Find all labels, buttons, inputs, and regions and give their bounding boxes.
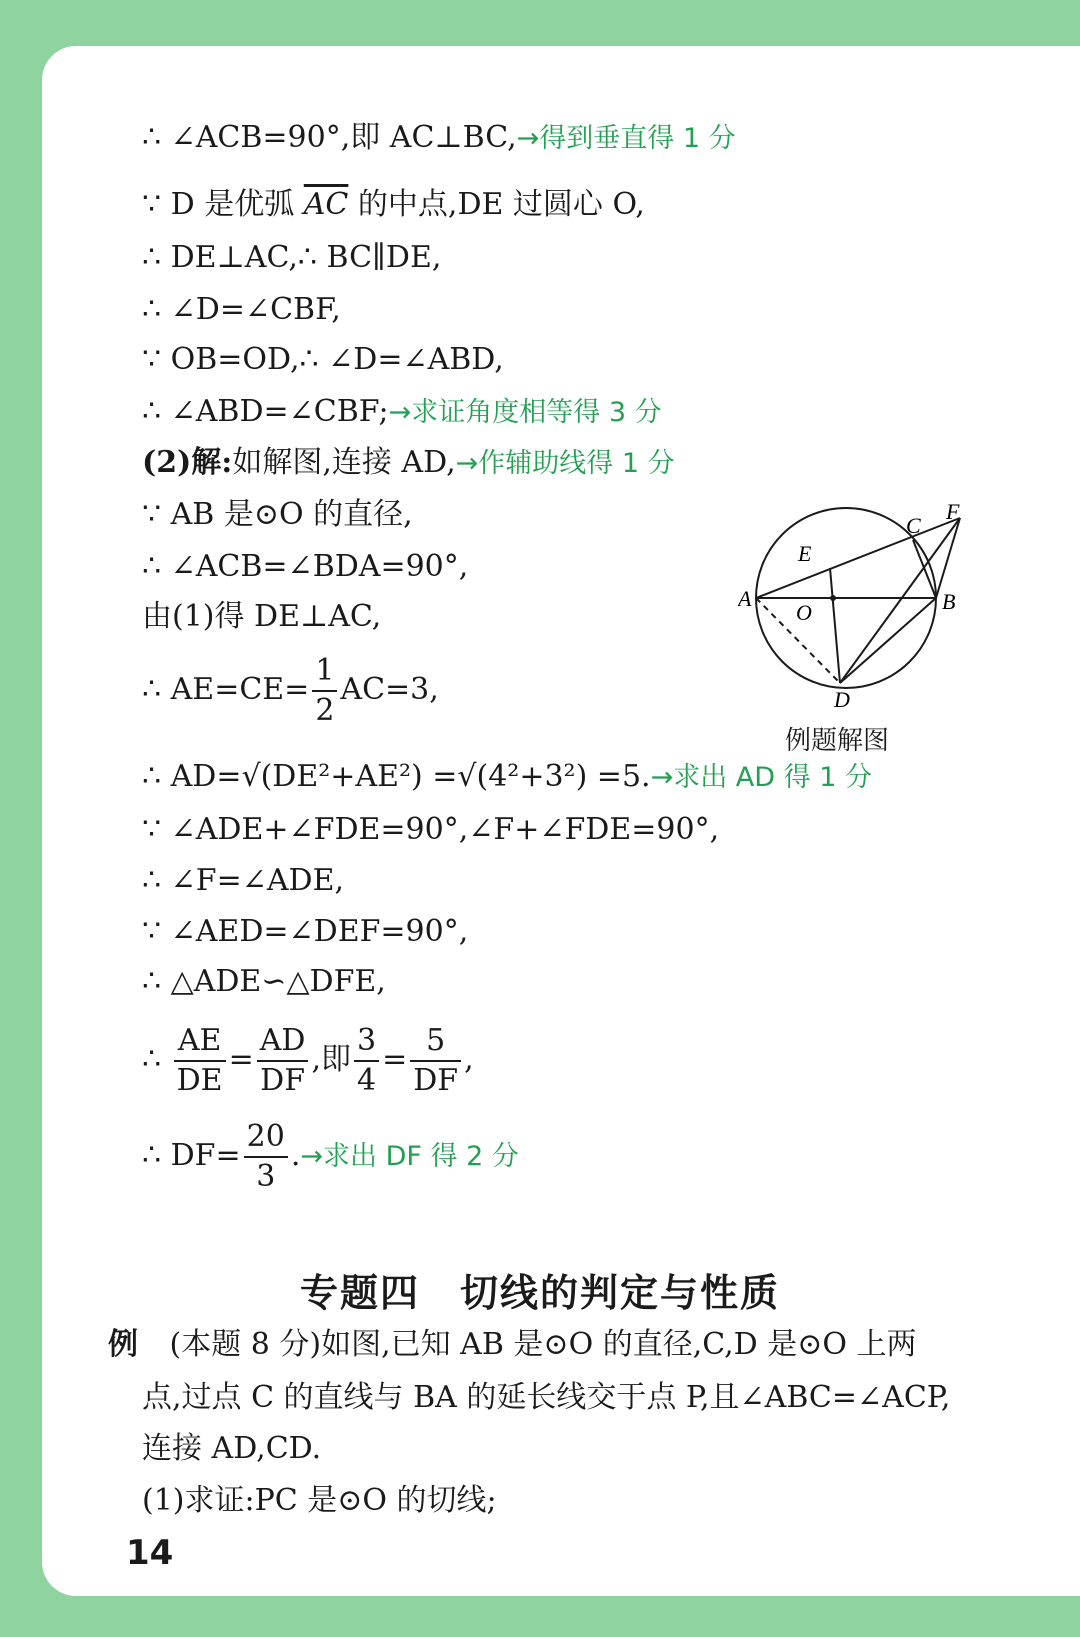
line-bf [936,518,960,598]
example-line-3: 连接 AD,CD. [142,1431,322,1466]
fraction: $\frac{AD}{DF}$ [257,1022,309,1100]
center-dot [830,595,836,601]
solution-line-7: (2)解:如解图,连接 AD,→作辅助线得 1 分 [142,445,675,480]
example-label: 例 [108,1327,138,1362]
line-cb [913,540,936,598]
solution-line-5: ∵ OB=OD,∴ ∠D=∠ABD, [142,342,504,377]
label-b: B [942,589,956,614]
label-o: O [796,600,812,625]
page-number: 14 [126,1533,174,1573]
solution-line-10: 由(1)得 DE⊥AC, [142,599,382,634]
label-e: E [798,541,812,566]
solution-line-6: ∴ ∠ABD=∠CBF;→求证角度相等得 3 分 [142,394,662,429]
solution-line-18: ∴ DF= $\frac{20}{3}$ .→求出 DF 得 2 分 [142,1119,519,1194]
section-heading: 专题四 切线的判定与性质 [299,1271,780,1315]
label-c: C [906,513,921,538]
fraction: $\frac{AE}{DE}$ [174,1022,226,1100]
line-ed [830,568,840,683]
solution-line-2: ∵ D 是优弧 $\overline{AC}$ 的中点,DE 过圆心 O, [142,187,645,222]
fraction: $\frac{5}{DF}$ [410,1022,461,1100]
solution-line-11: ∴ AE=CE= $\frac{1}{2}$ AC=3, [142,653,439,728]
fraction: $\frac{20}{3}$ [244,1118,288,1196]
example-line-2: 点,过点 C 的直线与 BA 的延长线交于点 P,且∠ABC=∠ACP, [142,1380,951,1415]
line-bd [840,598,936,683]
label-d: D [834,687,850,712]
solution-line-1: ∴ ∠ACB=90°,即 AC⊥BC,→得到垂直得 1 分 [142,120,736,155]
fraction: $\frac{1}{2}$ [312,652,337,730]
figure-caption: 例题解图 [785,726,890,756]
example-line-1: 例 (本题 8 分)如图,已知 AB 是⊙O 的直径,C,D 是⊙O 上两 [108,1327,917,1362]
solution-line-14: ∴ ∠F=∠ADE, [142,863,345,898]
solution-line-15: ∵ ∠AED=∠DEF=90°, [142,914,469,949]
label-f: F [946,503,960,524]
solution-line-12: ∴ AD=√(DE²+AE²) =√(4²+3²) =5.→求出 AD 得 1 分 [142,759,872,794]
solution-line-4: ∴ ∠D=∠CBF, [142,292,341,327]
solution-line-17: ∴ $\frac{AE}{DE}$ = $\frac{AD}{DF}$ ,即 $\frac{3}{4}$ = $\frac{5}{DF}$ , [142,1023,474,1098]
solution-line-9: ∴ ∠ACB=∠BDA=90°, [142,549,469,584]
solution-line-3: ∴ DE⊥AC,∴ BC∥DE, [142,240,442,275]
solution-line-16: ∴ △ADE∽△DFE, [142,964,386,999]
label-a: A [738,586,752,611]
solution-line-13: ∵ ∠ADE+∠FDE=90°,∠F+∠FDE=90°, [142,812,720,847]
example-line-4: (1)求证:PC 是⊙O 的切线; [142,1483,497,1518]
solution-line-8: ∵ AB 是⊙O 的直径, [142,497,413,532]
geometry-figure [738,503,998,738]
fraction: $\frac{3}{4}$ [354,1022,379,1100]
